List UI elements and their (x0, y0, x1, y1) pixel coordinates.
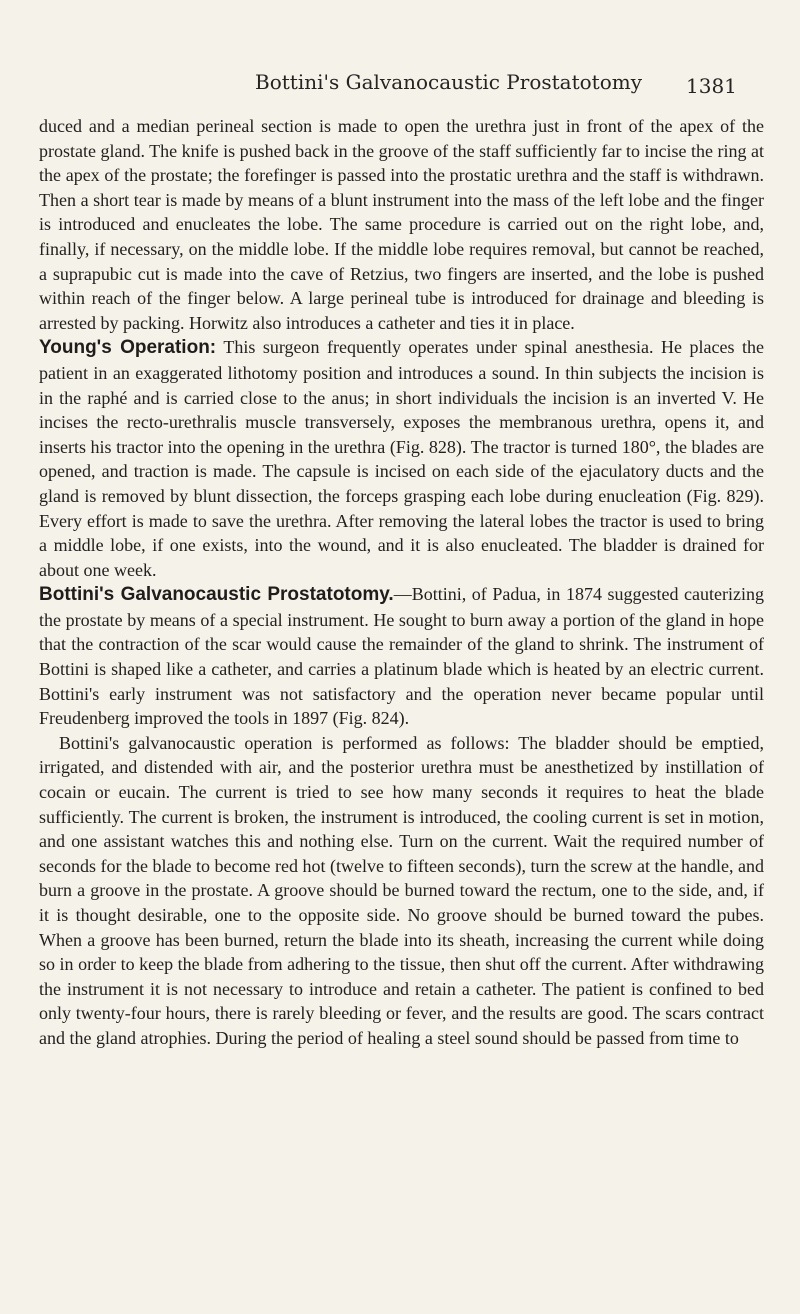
paragraph-bottini-procedure: Bottini's galvanocaustic operation is performed as follows: The bladder should be emptied, irrigated, and distended with air, and the posterior urethra must be anesthetized by instillation of cocain or eucain. The current is tried to see how many seconds it requires to heat the blade sufficiently. The current is broken, the instrument is introduced, the cooling current is set in motion, and one assistant watches this and nothing else. Turn on the current. Wait the required number of seconds for the blade to become red hot (twelve to fifteen seconds), turn the screw at the handle, and burn a groove in the prostate. A groove should be burned toward the rectum, one to the side, and, if it is thought desirable, one to the opposite side. No groove should be burned toward the pubes. When a groove has been burned, return the blade into its sheath, increasing the current while doing so in order to keep the blade from adhering to the tissue, then shut off the current. After withdrawing the instrument it is not necessary to introduce and retain a catheter. The patient is confined to bed only twenty-four hours, there is rarely bleeding or fever, and the results are good. The scars contract and the gland atrophies. During the period of healing a steel sound should be passed from time to (39, 732, 764, 1048)
young-operation-heading: Young's Operation: (39, 337, 217, 359)
paragraph-horwitz-continuation: duced and a median perineal section is made to open the urethra just in front of the apex of the prostate gland. The knife is pushed back in the groove of the staff sufficiently far to incise the ring at the apex of the prostate; the forefinger is passed into the prostatic urethra and the staff is withdrawn. Then a short tear is made by means of a blunt instrument into the mass of the left lobe and the finger is introduced and enucleates the lobe. The same procedure is carried out on the right lobe, and, finally, if necessary, on the middle lobe. If the middle lobe requires removal, but cannot be reached, a suprapubic cut is made into the cave of Retzius, two fingers are inserted, and the lobe is pushed within reach of the finger below. A large perineal tube is introduced for drainage and bleeding is arrested by packing. Horwitz also introduces a catheter and ties it in place. (39, 116, 764, 333)
bottini-intro-text: —Bottini, of Padua, in 1874 suggested cauterizing the prostate by means of a special instrument. He sought to burn away a portion of the gland in hope that the contraction of the scar would cause the remainder of the gland to shrink. The instrument of Bottini is shaped like a catheter, and carries a platinum blade which is heated by an electric current. Bottini's early instrument was not satisfactory and the operation never became popular until Freudenberg improved the tools in 1897 (Fig. 824). (39, 584, 765, 729)
body-text (39, 114, 764, 1051)
running-title: Bottini's Galvanocaustic Prostatotomy (255, 70, 643, 94)
paragraph-young-operation (39, 335, 764, 582)
page-header (0, 70, 800, 106)
bottini-heading: Bottini's Galvanocaustic Prostatotomy. (39, 584, 394, 606)
paragraph-bottini-intro (39, 582, 764, 731)
young-operation-text: This surgeon frequently operates under spinal anesthesia. He places the patient in an exaggerated lithotomy position and introduces a sound. In thin subjects the incision is in the raphé and is carried close to the anus; in short individuals the incision is an inverted V. He incises the recto-urethralis muscle transversely, exposes the membranous urethra, opens it, and inserts his tractor into the opening in the urethra (Fig. 828). The tractor is turned 180°, the blades are opened, and traction is made. The capsule is incised on each side of the ejaculatory ducts and the gland is removed by blunt dissection, the forceps grasping each lobe during enucleation (Fig. 829). Every effort is made to save the urethra. After removing the lateral lobes the tractor is used to bring a middle lobe, if one exists, into the wound, and it is also enucleated. The bladder is drained for about one week. (39, 337, 765, 580)
page-number: 1381 (686, 74, 737, 98)
